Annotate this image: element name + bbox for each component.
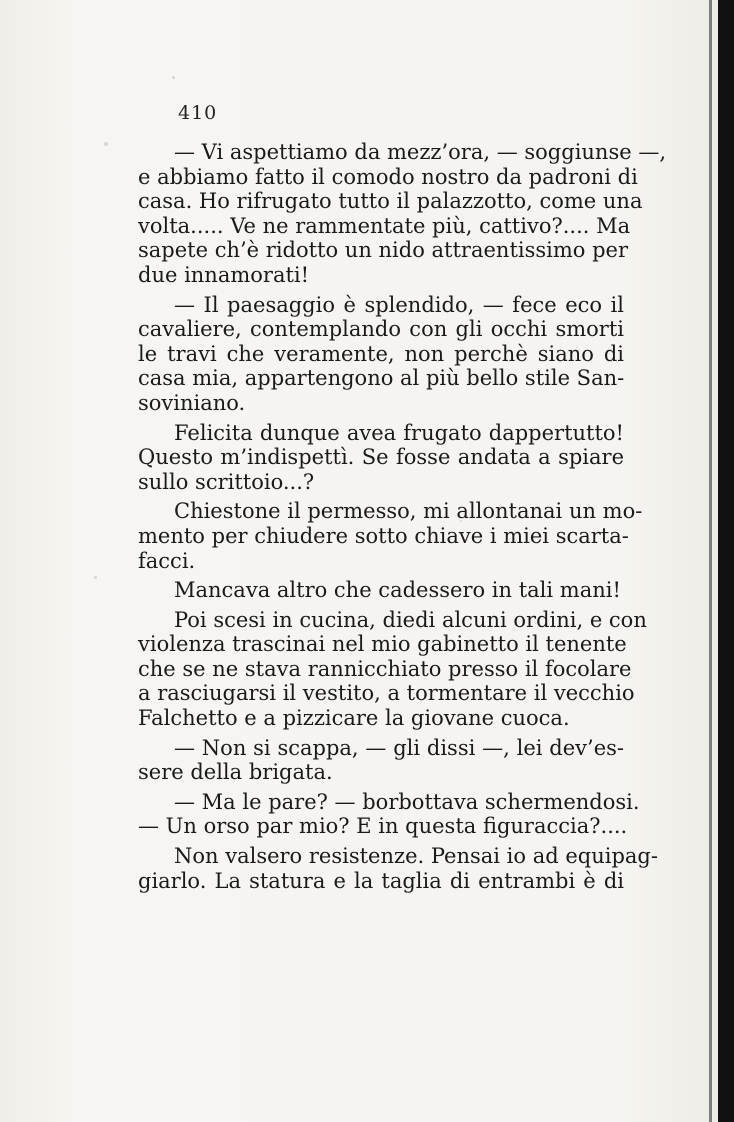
text-line: giarlo. La statura e la taglia di entrambi è di <box>138 868 624 893</box>
text-line: a rasciugarsi il vestito, a tormentare il vecchio <box>138 681 635 706</box>
text-line: Chiestone il permesso, mi allontanai un mo- <box>174 499 643 524</box>
text-line: due innamorati! <box>138 262 310 287</box>
page-edge-shadow <box>709 0 712 1122</box>
text-line: — Il paesaggio è splendido, — fece eco il <box>174 292 624 317</box>
text-line: violenza trascinai nel mio gabinetto il tenente <box>138 632 627 657</box>
text-line: facci. <box>138 548 196 573</box>
body-text <box>138 140 667 893</box>
paper-speck <box>172 76 175 79</box>
text-line: — Un orso par mio? E in questa figuraccia?.... <box>138 814 628 839</box>
text-line: — Vi aspettiamo da mezz’ora, — soggiunse —, <box>174 140 667 164</box>
page-number: 410 <box>178 102 218 124</box>
paper-speck <box>104 142 108 146</box>
text-line: casa. Ho rifrugato tutto il palazzotto, come una <box>138 189 643 214</box>
text-line: Mancava altro che cadessero in tali mani! <box>174 578 621 603</box>
text-line: — Non si scappa, — gli dissi —, lei dev’es- <box>174 735 624 760</box>
text-line: le travi che veramente, non perchè siano di <box>138 341 624 366</box>
text-line: mento per chiudere sotto chiave i miei scarta- <box>138 523 629 548</box>
text-line: cavaliere, contemplando con gli occhi smorti <box>138 317 624 342</box>
text-line: sere della brigata. <box>138 760 333 785</box>
text-line: Questo m’indispettì. Se fosse andata a spiare <box>138 445 624 470</box>
text-line: sullo scrittoio...? <box>138 469 315 494</box>
text-line: sapete ch’è ridotto un nido attraentissimo per <box>138 238 629 263</box>
text-line: Felicita dunque avea frugato dappertutto! <box>174 420 624 445</box>
paper-speck <box>94 576 97 579</box>
text-line: volta..... Ve ne rammentate più, cattivo?.... Ma <box>138 213 631 238</box>
text-line: — Ma le pare? — borbottava schermendosi. <box>174 789 640 814</box>
text-line: che se ne stava rannicchiato presso il focolare <box>138 656 632 681</box>
page-edge <box>718 0 734 1122</box>
text-line: e abbiamo fatto il comodo nostro da padroni di <box>138 164 638 189</box>
text-line: casa mia, appartengono al più bello stile San- <box>138 366 625 391</box>
text-line: Non valsero resistenze. Pensai io ad equipag- <box>174 844 658 869</box>
text-line: Falchetto e a pizzicare la giovane cuoca. <box>138 706 570 731</box>
text-line: Poi scesi in cucina, diedi alcuni ordini, e con <box>174 607 647 632</box>
text-line: soviniano. <box>138 390 246 415</box>
